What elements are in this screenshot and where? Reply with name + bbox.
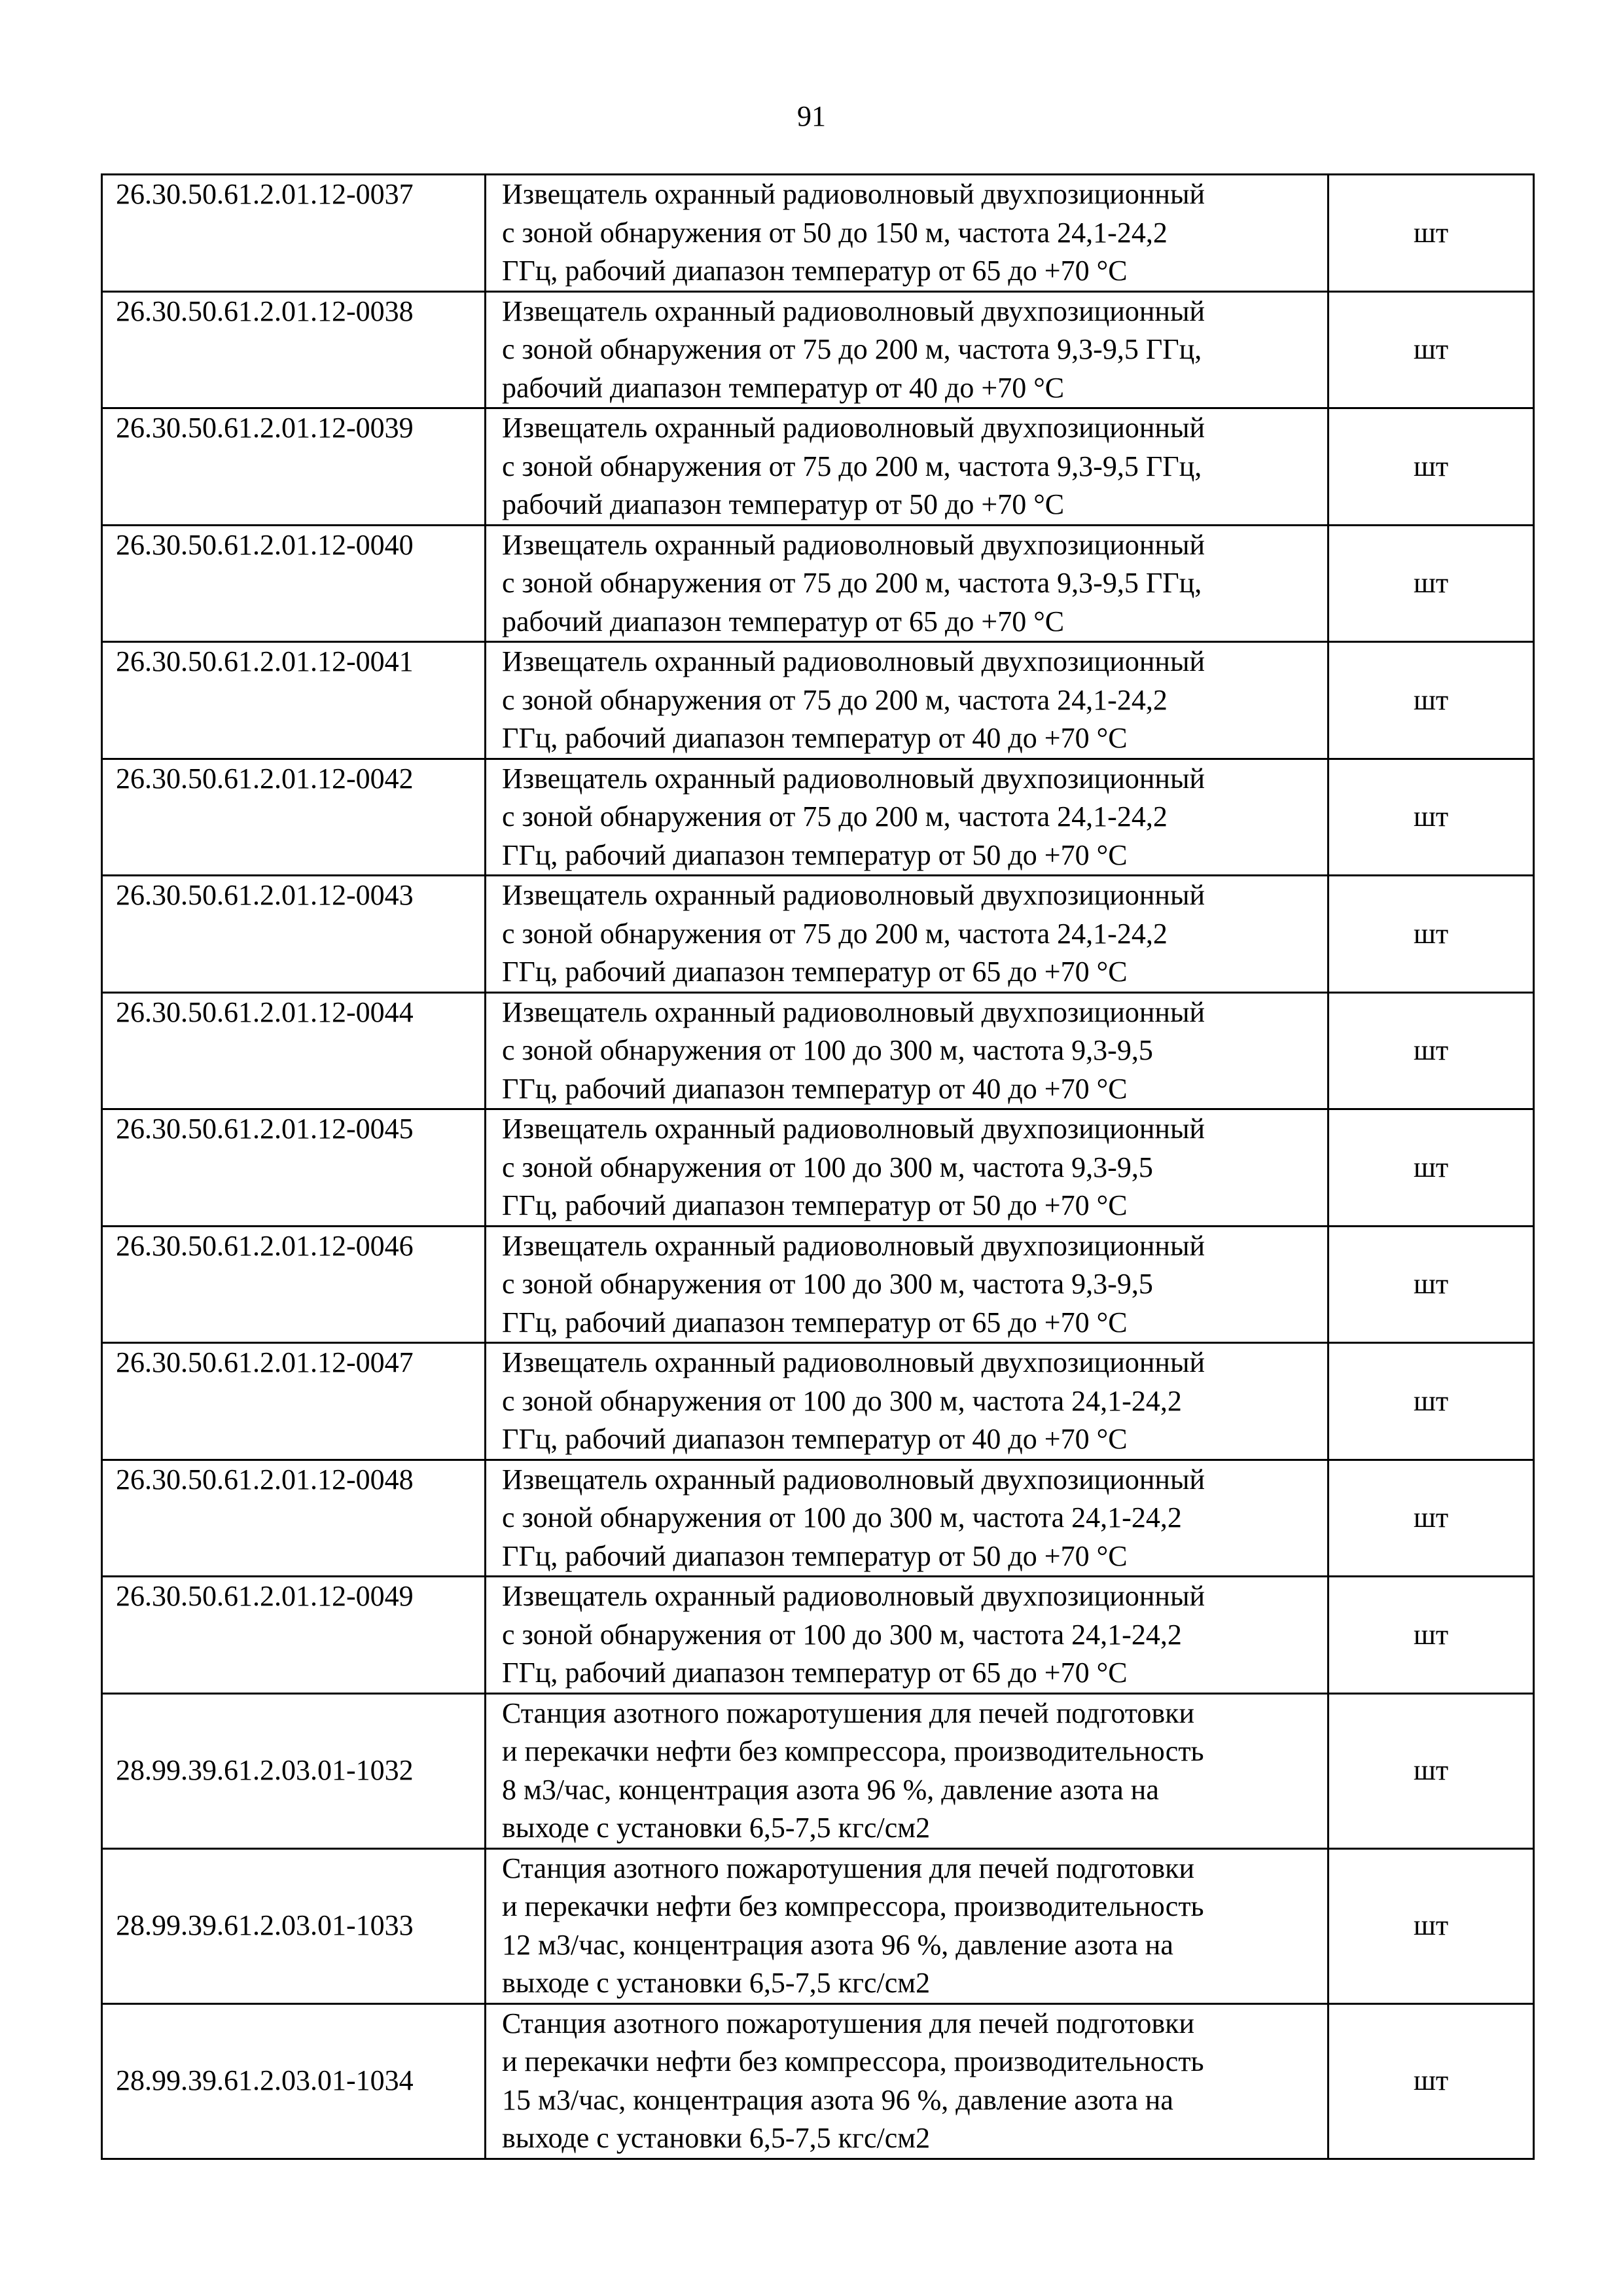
resource-code: 28.99.39.61.2.03.01-1033 [102, 1848, 486, 2003]
description-line: 12 м3/час, концентрация азота 96 %, давление азота на [502, 1928, 1173, 1961]
table-row [102, 2003, 1534, 2159]
resource-description [486, 642, 1329, 759]
resource-code: 26.30.50.61.2.01.12-0045 [102, 1109, 486, 1227]
description-line: ГГц, рабочий диапазон температур от 65 до +70 °С [502, 1657, 1128, 1689]
description-line: рабочий диапазон температур от 65 до +70 °С [502, 605, 1065, 637]
table-row [102, 1109, 1534, 1227]
description-line: и перекачки нефти без компрессора, производительность [502, 2045, 1204, 2077]
spec-table [101, 173, 1535, 2160]
resource-description [486, 759, 1329, 876]
resource-description [486, 408, 1329, 526]
resource-code: 26.30.50.61.2.01.12-0037 [102, 175, 486, 292]
unit-of-measure: шт [1329, 642, 1534, 759]
table-row [102, 408, 1534, 526]
description-line: выходе с установки 6,5-7,5 кгс/см2 [502, 1812, 931, 1844]
description-line: с зоной обнаружения от 50 до 150 м, частота 24,1-24,2 [502, 216, 1168, 249]
unit-of-measure: шт [1329, 408, 1534, 526]
unit-of-measure: шт [1329, 876, 1534, 993]
unit-of-measure: шт [1329, 1343, 1534, 1460]
table-row [102, 1577, 1534, 1694]
description-line: Извещатель охранный радиоволновый двухпозиционный [502, 528, 1205, 561]
resource-code: 26.30.50.61.2.01.12-0042 [102, 759, 486, 876]
resource-description [486, 175, 1329, 292]
description-line: с зоной обнаружения от 75 до 200 м, частота 24,1-24,2 [502, 683, 1168, 716]
table-row [102, 992, 1534, 1109]
description-line: с зоной обнаружения от 100 до 300 м, частота 24,1-24,2 [502, 1384, 1182, 1417]
resource-description [486, 291, 1329, 408]
unit-of-measure: шт [1329, 2003, 1534, 2159]
unit-of-measure: шт [1329, 1109, 1534, 1227]
description-line: Извещатель охранный радиоволновый двухпозиционный [502, 295, 1205, 327]
description-line: ГГц, рабочий диапазон температур от 40 до +70 °С [502, 722, 1128, 754]
resource-code: 26.30.50.61.2.01.12-0039 [102, 408, 486, 526]
description-line: выходе с установки 6,5-7,5 кгс/см2 [502, 2122, 931, 2154]
table-row [102, 1848, 1534, 2003]
description-line: рабочий диапазон температур от 50 до +70 °С [502, 488, 1065, 520]
description-line: Извещатель охранный радиоволновый двухпозиционный [502, 996, 1205, 1028]
description-line: ГГц, рабочий диапазон температур от 50 до +70 °С [502, 1189, 1128, 1221]
description-line: ГГц, рабочий диапазон температур от 40 до +70 °С [502, 1072, 1128, 1105]
description-line: с зоной обнаружения от 100 до 300 м, частота 9,3-9,5 [502, 1151, 1153, 1183]
table-row [102, 175, 1534, 292]
resource-description [486, 2003, 1329, 2159]
description-line: ГГц, рабочий диапазон температур от 50 до +70 °С [502, 838, 1128, 871]
description-line: Извещатель охранный радиоволновый двухпозиционный [502, 762, 1205, 795]
table-row [102, 291, 1534, 408]
table-row [102, 1226, 1534, 1343]
resource-description [486, 1109, 1329, 1227]
description-line: Извещатель охранный радиоволновый двухпозиционный [502, 1346, 1205, 1378]
description-line: ГГц, рабочий диапазон температур от 65 до +70 °С [502, 1306, 1128, 1338]
description-line: 15 м3/час, концентрация азота 96 %, давление азота на [502, 2083, 1173, 2116]
unit-of-measure: шт [1329, 1577, 1534, 1694]
resource-description [486, 1226, 1329, 1343]
description-line: ГГц, рабочий диапазон температур от 40 до +70 °С [502, 1423, 1128, 1455]
description-line: выходе с установки 6,5-7,5 кгс/см2 [502, 1967, 931, 1999]
description-line: 8 м3/час, концентрация азота 96 %, давление азота на [502, 1773, 1159, 1806]
resource-code: 28.99.39.61.2.03.01-1032 [102, 1693, 486, 1848]
resource-description [486, 1577, 1329, 1694]
description-line: с зоной обнаружения от 100 до 300 м, частота 24,1-24,2 [502, 1501, 1182, 1534]
resource-code: 26.30.50.61.2.01.12-0044 [102, 992, 486, 1109]
resource-code: 26.30.50.61.2.01.12-0049 [102, 1577, 486, 1694]
resource-code: 26.30.50.61.2.01.12-0038 [102, 291, 486, 408]
resource-description [486, 525, 1329, 642]
table-row [102, 642, 1534, 759]
resource-description [486, 1693, 1329, 1848]
table-row [102, 759, 1534, 876]
description-line: с зоной обнаружения от 75 до 200 м, частота 24,1-24,2 [502, 800, 1168, 833]
unit-of-measure: шт [1329, 759, 1534, 876]
table-row [102, 1343, 1534, 1460]
resource-code: 26.30.50.61.2.01.12-0041 [102, 642, 486, 759]
description-line: и перекачки нефти без компрессора, производительность [502, 1735, 1204, 1767]
table-row [102, 525, 1534, 642]
description-line: с зоной обнаружения от 100 до 300 м, частота 24,1-24,2 [502, 1618, 1182, 1651]
resource-description [486, 1460, 1329, 1577]
resource-code: 26.30.50.61.2.01.12-0043 [102, 876, 486, 993]
resource-code: 28.99.39.61.2.03.01-1034 [102, 2003, 486, 2159]
unit-of-measure: шт [1329, 1460, 1534, 1577]
description-line: Извещатель охранный радиоволновый двухпозиционный [502, 412, 1205, 444]
unit-of-measure: шт [1329, 175, 1534, 292]
description-line: Станция азотного пожаротушения для печей подготовки [502, 1852, 1195, 1884]
description-line: Извещатель охранный радиоволновый двухпозиционный [502, 178, 1205, 210]
resource-description [486, 1848, 1329, 2003]
resource-code: 26.30.50.61.2.01.12-0046 [102, 1226, 486, 1343]
resource-code: 26.30.50.61.2.01.12-0040 [102, 525, 486, 642]
description-line: с зоной обнаружения от 75 до 200 м, частота 24,1-24,2 [502, 917, 1168, 950]
description-line: с зоной обнаружения от 75 до 200 м, частота 9,3-9,5 ГГц, [502, 333, 1202, 365]
description-line: Извещатель охранный радиоволновый двухпозиционный [502, 1113, 1205, 1145]
unit-of-measure: шт [1329, 291, 1534, 408]
resource-code: 26.30.50.61.2.01.12-0047 [102, 1343, 486, 1460]
table-row [102, 1460, 1534, 1577]
table-row [102, 876, 1534, 993]
description-line: Извещатель охранный радиоволновый двухпозиционный [502, 1229, 1205, 1262]
description-line: и перекачки нефти без компрессора, производительность [502, 1890, 1204, 1922]
description-line: Извещатель охранный радиоволновый двухпозиционный [502, 879, 1205, 911]
description-line: Извещатель охранный радиоволновый двухпозиционный [502, 645, 1205, 677]
resource-description [486, 1343, 1329, 1460]
resource-description [486, 876, 1329, 993]
description-line: ГГц, рабочий диапазон температур от 50 до +70 °С [502, 1539, 1128, 1572]
description-line: Извещатель охранный радиоволновый двухпозиционный [502, 1580, 1205, 1612]
table-row [102, 1693, 1534, 1848]
description-line: с зоной обнаружения от 75 до 200 м, частота 9,3-9,5 ГГц, [502, 567, 1202, 599]
unit-of-measure: шт [1329, 525, 1534, 642]
resource-description [486, 992, 1329, 1109]
page-number: 91 [797, 100, 826, 132]
resource-code: 26.30.50.61.2.01.12-0048 [102, 1460, 486, 1577]
description-line: Станция азотного пожаротушения для печей подготовки [502, 1696, 1195, 1729]
description-line: с зоной обнаружения от 75 до 200 м, частота 9,3-9,5 ГГц, [502, 450, 1202, 482]
description-line: ГГц, рабочий диапазон температур от 65 до +70 °С [502, 956, 1128, 988]
unit-of-measure: шт [1329, 1848, 1534, 2003]
description-line: Извещатель охранный радиоволновый двухпозиционный [502, 1463, 1205, 1496]
unit-of-measure: шт [1329, 1226, 1534, 1343]
description-line: рабочий диапазон температур от 40 до +70 °С [502, 371, 1065, 404]
description-line: с зоной обнаружения от 100 до 300 м, частота 9,3-9,5 [502, 1034, 1153, 1066]
unit-of-measure: шт [1329, 1693, 1534, 1848]
description-line: с зоной обнаружения от 100 до 300 м, частота 9,3-9,5 [502, 1268, 1153, 1300]
description-line: ГГц, рабочий диапазон температур от 65 до +70 °С [502, 255, 1128, 287]
unit-of-measure: шт [1329, 992, 1534, 1109]
description-line: Станция азотного пожаротушения для печей подготовки [502, 2007, 1195, 2039]
